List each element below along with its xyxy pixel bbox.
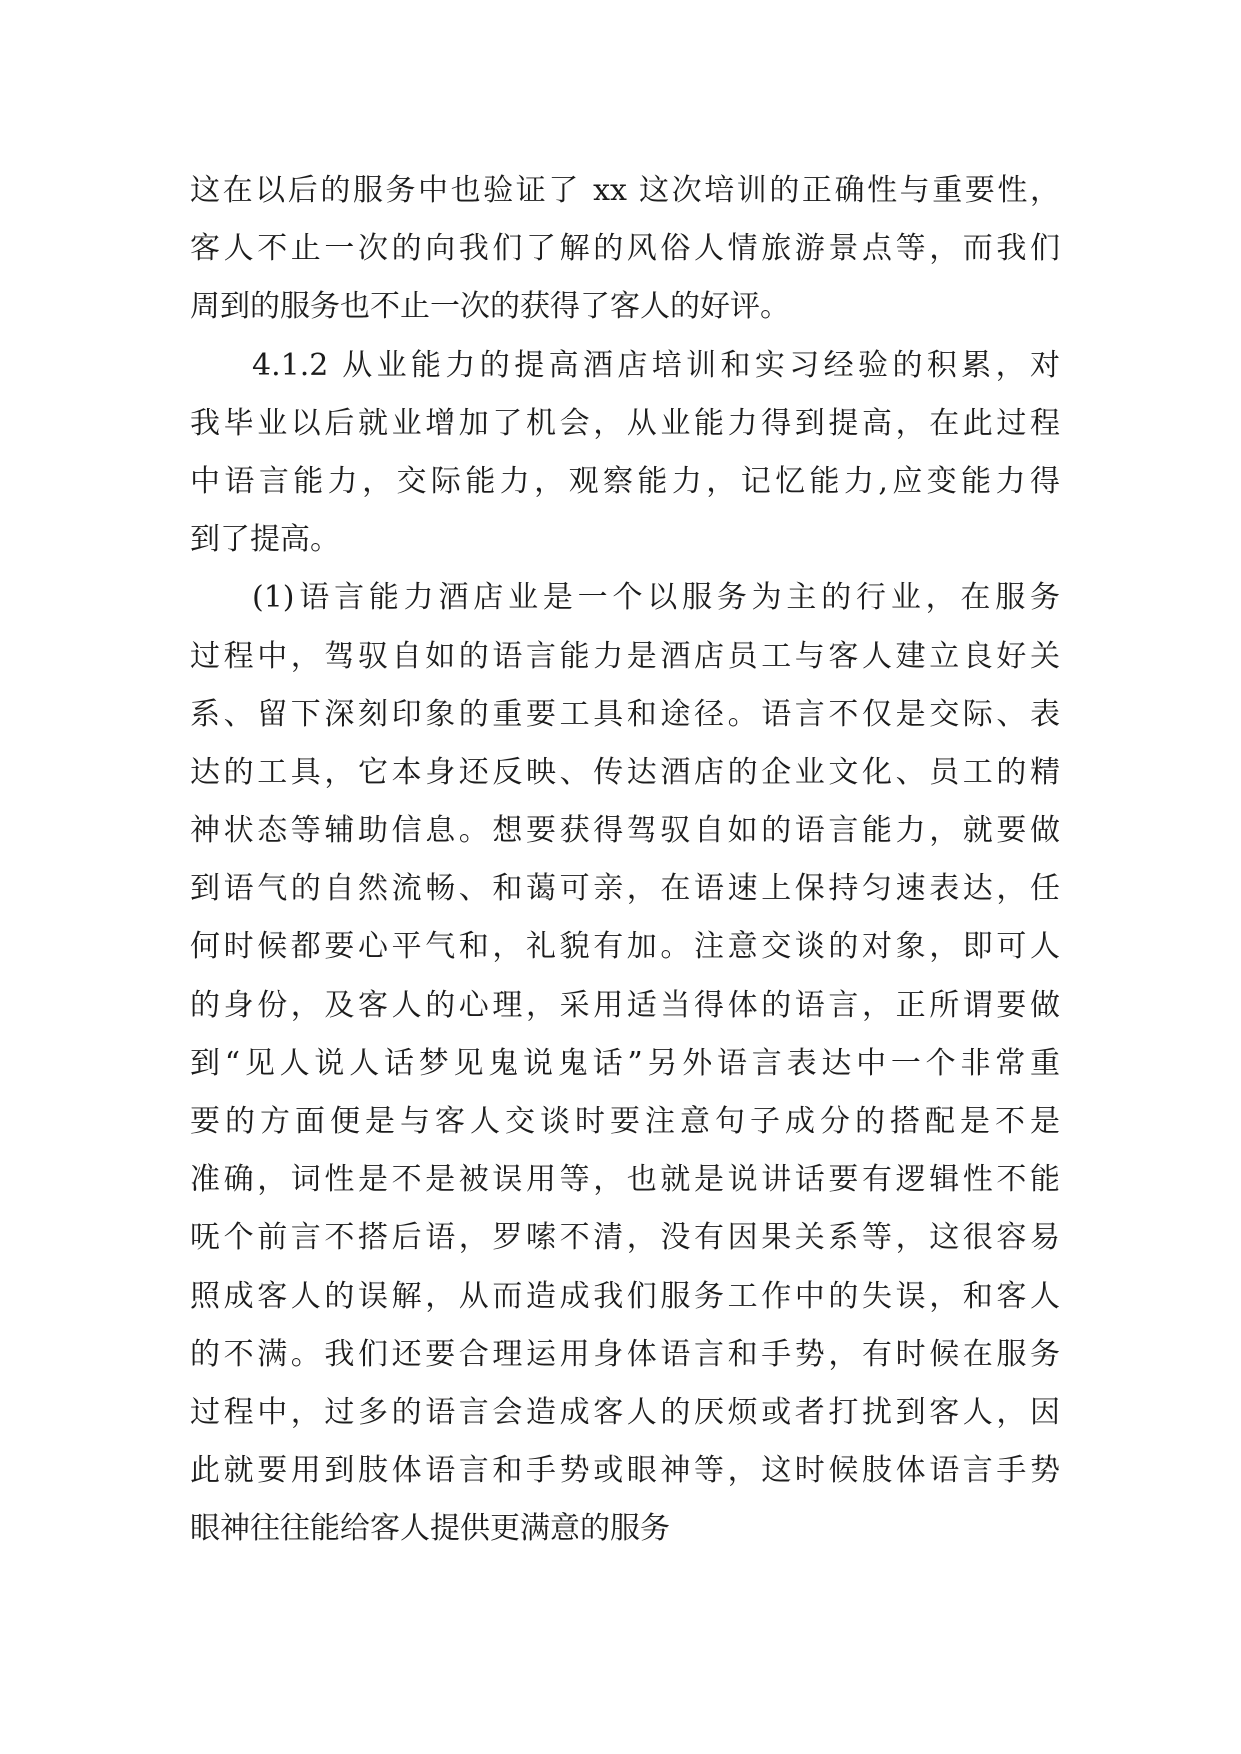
text-line: 神状态等辅助信息。想要获得驾驭自如的语言能力，就要做 (190, 813, 1060, 849)
text-line: 的不满。我们还要合理运用身体语言和手势，有时候在服务 (190, 1336, 1060, 1372)
text-line: 呒个前言不搭后语，罗嗦不清，没有因果关系等，这很容易 (190, 1220, 1060, 1256)
text-line: 客人不止一次的向我们了解的风俗人情旅游景点等，而我们 (190, 231, 1060, 267)
text-line: 达的工具，它本身还反映、传达酒店的企业文化、员工的精 (190, 754, 1060, 790)
text-line: 这在以后的服务中也验证了 xx 这次培训的正确性与重要性， (190, 173, 1060, 208)
text-line: 的身份，及客人的心理，采用适当得体的语言，正所谓要做 (190, 987, 1060, 1023)
paragraph-language-ability (190, 569, 1060, 1558)
text-line: 要的方面便是与客人交谈时要注意句子成分的搭配是不是 (190, 1104, 1060, 1139)
text-line: 眼神往往能给客人提供更满意的服务 (190, 1511, 670, 1547)
text-line: 到“见人说人话梦见鬼说鬼话”另外语言表达中一个非常重 (190, 1045, 1060, 1081)
paragraph-section-4-1-2 (190, 337, 1060, 570)
text-line: 何时候都要心平气和，礼貌有加。注意交谈的对象，即可人 (190, 929, 1060, 965)
text-line: 到了提高。 (190, 522, 340, 558)
body-text (190, 162, 1060, 1559)
text-line: 4.1.2 从业能力的提高酒店培训和实习经验的积累，对 (252, 347, 1060, 383)
paragraph-service-training (190, 162, 1060, 337)
text-line: 过程中，驾驭自如的语言能力是酒店员工与客人建立良好关 (190, 638, 1060, 674)
text-line: 此就要用到肢体语言和手势或眼神等，这时候肢体语言手势 (190, 1453, 1060, 1489)
text-line: 周到的服务也不止一次的获得了客人的好评。 (190, 289, 790, 325)
text-line: 系、留下深刻印象的重要工具和途径。语言不仅是交际、表 (190, 696, 1060, 732)
text-line: 我毕业以后就业增加了机会，从业能力得到提高，在此过程 (190, 405, 1060, 441)
text-line: 照成客人的误解，从而造成我们服务工作中的失误，和客人 (190, 1278, 1060, 1314)
text-line: 准确，词性是不是被误用等，也就是说讲话要有逻辑性不能 (190, 1162, 1060, 1198)
text-line: (1)语言能力酒店业是一个以服务为主的行业，在服务 (252, 580, 1060, 616)
text-line: 中语言能力，交际能力，观察能力，记忆能力,应变能力得 (190, 463, 1060, 499)
text-line: 过程中，过多的语言会造成客人的厌烦或者打扰到客人，因 (190, 1394, 1060, 1430)
text-line: 到语气的自然流畅、和蔼可亲，在语速上保持匀速表达，任 (190, 871, 1060, 907)
